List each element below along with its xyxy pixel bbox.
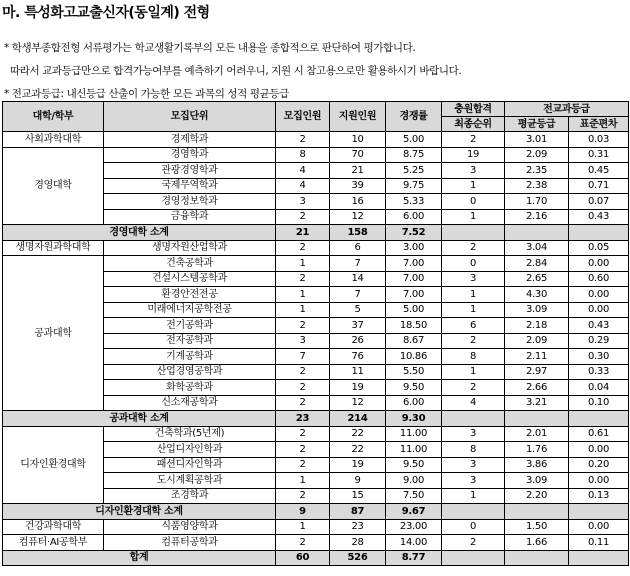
quota-cell: 2 <box>276 364 330 380</box>
avg-cell: 1.50 <box>505 519 569 535</box>
subtotal-row <box>3 225 629 241</box>
quota-cell: 2 <box>276 535 330 551</box>
ratio-cell: 11.00 <box>386 442 442 458</box>
unit-cell: 컴퓨터공학과 <box>104 535 276 551</box>
unit-cell: 화학공학과 <box>104 380 276 396</box>
avg-cell <box>505 225 569 241</box>
applicants-cell: 7 <box>330 287 386 303</box>
applicants-cell: 10 <box>330 132 386 148</box>
rank-cell: 2 <box>442 240 505 256</box>
std-cell: 0.00 <box>569 287 629 303</box>
avg-cell <box>505 411 569 427</box>
applicants-cell: 21 <box>330 163 386 179</box>
rank-cell: 2 <box>442 380 505 396</box>
unit-cell: 건축공학과 <box>104 256 276 272</box>
subtotal-label: 공과대학 소계 <box>3 411 276 427</box>
unit-cell: 경영정보학과 <box>104 194 276 210</box>
avg-cell: 3.09 <box>505 302 569 318</box>
table-row <box>3 535 629 551</box>
table-row <box>3 256 629 272</box>
std-cell <box>569 225 629 241</box>
header-rank-line2: 최종순위 <box>442 117 505 132</box>
rank-cell: 2 <box>442 535 505 551</box>
avg-cell: 3.09 <box>505 473 569 489</box>
avg-cell <box>505 550 569 566</box>
unit-cell: 미래에너지공학전공 <box>104 302 276 318</box>
avg-cell: 3.86 <box>505 457 569 473</box>
unit-cell: 관광경영학과 <box>104 163 276 179</box>
unit-cell: 패션디자인학과 <box>104 457 276 473</box>
header-rank-line1: 충원합격 <box>442 102 505 117</box>
college-cell: 공과대학 <box>3 256 104 411</box>
rank-cell: 8 <box>442 349 505 365</box>
ratio-cell: 9.75 <box>386 178 442 194</box>
table-row <box>3 426 629 442</box>
applicants-cell: 19 <box>330 457 386 473</box>
std-cell <box>569 504 629 520</box>
rank-cell: 3 <box>442 473 505 489</box>
ratio-cell: 5.50 <box>386 364 442 380</box>
avg-cell: 1.66 <box>505 535 569 551</box>
quota-cell: 2 <box>276 318 330 334</box>
ratio-cell: 9.50 <box>386 380 442 396</box>
quota-cell: 1 <box>276 256 330 272</box>
rank-cell: 1 <box>442 209 505 225</box>
quota-cell: 4 <box>276 178 330 194</box>
unit-cell: 식품영양학과 <box>104 519 276 535</box>
std-cell: 0.13 <box>569 488 629 504</box>
header-college: 대학/학부 <box>3 102 104 132</box>
avg-cell: 2.11 <box>505 349 569 365</box>
rank-cell: 3 <box>442 426 505 442</box>
std-cell: 0.30 <box>569 349 629 365</box>
quota-cell: 2 <box>276 457 330 473</box>
applicants-cell: 87 <box>330 504 386 520</box>
avg-cell: 1.76 <box>505 442 569 458</box>
header-grade-group: 전교과등급 <box>505 102 629 117</box>
quota-cell: 4 <box>276 163 330 179</box>
avg-cell <box>505 504 569 520</box>
avg-cell: 3.01 <box>505 132 569 148</box>
avg-cell: 3.04 <box>505 240 569 256</box>
std-cell: 0.03 <box>569 132 629 148</box>
college-cell: 사회과학대학 <box>3 132 104 148</box>
std-cell: 0.04 <box>569 380 629 396</box>
applicants-cell: 6 <box>330 240 386 256</box>
quota-cell: 3 <box>276 333 330 349</box>
unit-cell: 전자공학과 <box>104 333 276 349</box>
std-cell: 0.00 <box>569 519 629 535</box>
std-cell: 0.43 <box>569 318 629 334</box>
header-unit: 모집단위 <box>104 102 276 132</box>
ratio-cell: 5.00 <box>386 302 442 318</box>
total-row <box>3 550 629 566</box>
unit-cell: 전기공학과 <box>104 318 276 334</box>
table-row <box>3 240 629 256</box>
header-ratio: 경쟁률 <box>386 102 442 132</box>
header-avg-grade: 평균등급 <box>505 117 569 132</box>
page-title: 마. 특성화고교출신자(동일계) 전형 <box>2 5 210 21</box>
unit-cell: 산업디자인학과 <box>104 442 276 458</box>
std-cell: 0.05 <box>569 240 629 256</box>
quota-cell: 9 <box>276 504 330 520</box>
ratio-cell: 7.50 <box>386 488 442 504</box>
quota-cell: 2 <box>276 271 330 287</box>
quota-cell: 2 <box>276 380 330 396</box>
ratio-cell: 5.00 <box>386 132 442 148</box>
avg-cell: 2.01 <box>505 426 569 442</box>
unit-cell: 신소재공학과 <box>104 395 276 411</box>
total-label: 합계 <box>3 550 276 566</box>
applicants-cell: 23 <box>330 519 386 535</box>
applicants-cell: 28 <box>330 535 386 551</box>
subtotal-label: 디자인환경대학 소계 <box>3 504 276 520</box>
college-cell: 디자인환경대학 <box>3 426 104 504</box>
unit-cell: 건축학과(5년제) <box>104 426 276 442</box>
std-cell: 0.61 <box>569 426 629 442</box>
applicants-cell: 16 <box>330 194 386 210</box>
rank-cell <box>442 504 505 520</box>
ratio-cell: 8.77 <box>386 550 442 566</box>
quota-cell: 2 <box>276 488 330 504</box>
ratio-cell: 9.50 <box>386 457 442 473</box>
rank-cell: 4 <box>442 395 505 411</box>
subtotal-row <box>3 411 629 427</box>
avg-cell: 2.20 <box>505 488 569 504</box>
unit-cell: 건설시스템공학과 <box>104 271 276 287</box>
rank-cell <box>442 411 505 427</box>
rank-cell: 0 <box>442 519 505 535</box>
avg-cell: 2.97 <box>505 364 569 380</box>
rank-cell: 0 <box>442 194 505 210</box>
applicants-cell: 14 <box>330 271 386 287</box>
avg-cell: 2.16 <box>505 209 569 225</box>
applicants-cell: 11 <box>330 364 386 380</box>
applicants-cell: 70 <box>330 147 386 163</box>
quota-cell: 2 <box>276 209 330 225</box>
ratio-cell: 14.00 <box>386 535 442 551</box>
std-cell <box>569 411 629 427</box>
applicants-cell: 76 <box>330 349 386 365</box>
ratio-cell: 18.50 <box>386 318 442 334</box>
avg-cell: 2.09 <box>505 333 569 349</box>
note-grade-definition: * 전교과등급: 내신등급 산출이 가능한 모든 과목의 성적 평균등급 <box>4 88 289 100</box>
quota-cell: 7 <box>276 349 330 365</box>
std-cell: 0.11 <box>569 535 629 551</box>
std-cell: 0.10 <box>569 395 629 411</box>
avg-cell: 3.21 <box>505 395 569 411</box>
applicants-cell: 7 <box>330 256 386 272</box>
subtotal-label: 경영대학 소계 <box>3 225 276 241</box>
rank-cell: 0 <box>442 256 505 272</box>
applicants-cell: 526 <box>330 550 386 566</box>
quota-cell: 2 <box>276 395 330 411</box>
rank-cell: 1 <box>442 488 505 504</box>
rank-cell: 2 <box>442 132 505 148</box>
college-cell: 건강과학대학 <box>3 519 104 535</box>
quota-cell: 23 <box>276 411 330 427</box>
applicants-cell: 15 <box>330 488 386 504</box>
std-cell: 0.43 <box>569 209 629 225</box>
quota-cell: 2 <box>276 132 330 148</box>
unit-cell: 도시계획공학과 <box>104 473 276 489</box>
rank-cell: 8 <box>442 442 505 458</box>
rank-cell: 3 <box>442 457 505 473</box>
ratio-cell: 7.52 <box>386 225 442 241</box>
std-cell: 0.00 <box>569 302 629 318</box>
applicants-cell: 37 <box>330 318 386 334</box>
rank-cell: 2 <box>442 333 505 349</box>
unit-cell: 환경안전전공 <box>104 287 276 303</box>
std-cell: 0.31 <box>569 147 629 163</box>
quota-cell: 3 <box>276 194 330 210</box>
note-reference: 따라서 교과등급만으로 합격가능여부를 예측하기 어려우니, 지원 시 참고용으로만 활용하시기 바랍니다. <box>10 65 462 77</box>
quota-cell: 1 <box>276 519 330 535</box>
rank-cell: 3 <box>442 163 505 179</box>
quota-cell: 1 <box>276 473 330 489</box>
std-cell: 0.29 <box>569 333 629 349</box>
ratio-cell: 6.00 <box>386 395 442 411</box>
std-cell: 0.00 <box>569 473 629 489</box>
unit-cell: 산업경영공학과 <box>104 364 276 380</box>
ratio-cell: 7.00 <box>386 256 442 272</box>
ratio-cell: 5.33 <box>386 194 442 210</box>
quota-cell: 2 <box>276 442 330 458</box>
ratio-cell: 5.25 <box>386 163 442 179</box>
applicants-cell: 22 <box>330 426 386 442</box>
applicants-cell: 19 <box>330 380 386 396</box>
subtotal-row <box>3 504 629 520</box>
applicants-cell: 12 <box>330 209 386 225</box>
table-row <box>3 132 629 148</box>
avg-cell: 2.09 <box>505 147 569 163</box>
avg-cell: 2.84 <box>505 256 569 272</box>
note-evaluation: * 학생부종합전형 서류평가는 학교생활기록부의 모든 내용을 종합적으로 판단하여 평가합니다. <box>4 42 416 54</box>
unit-cell: 국제무역학과 <box>104 178 276 194</box>
unit-cell: 금융학과 <box>104 209 276 225</box>
admission-results-table <box>2 101 629 566</box>
applicants-cell: 9 <box>330 473 386 489</box>
quota-cell: 21 <box>276 225 330 241</box>
rank-cell: 1 <box>442 364 505 380</box>
rank-cell: 1 <box>442 302 505 318</box>
unit-cell: 경제학과 <box>104 132 276 148</box>
applicants-cell: 12 <box>330 395 386 411</box>
ratio-cell: 9.30 <box>386 411 442 427</box>
applicants-cell: 214 <box>330 411 386 427</box>
std-cell: 0.45 <box>569 163 629 179</box>
college-cell: 컴퓨터·AI공학부 <box>3 535 104 551</box>
quota-cell: 1 <box>276 287 330 303</box>
std-cell: 0.60 <box>569 271 629 287</box>
unit-cell: 기계공학과 <box>104 349 276 365</box>
std-cell: 0.07 <box>569 194 629 210</box>
table-row <box>3 147 629 163</box>
avg-cell: 2.65 <box>505 271 569 287</box>
quota-cell: 60 <box>276 550 330 566</box>
ratio-cell: 9.00 <box>386 473 442 489</box>
std-cell: 0.00 <box>569 442 629 458</box>
ratio-cell: 8.75 <box>386 147 442 163</box>
table-header-row <box>3 102 629 117</box>
unit-cell: 생명자원산업학과 <box>104 240 276 256</box>
std-cell: 0.20 <box>569 457 629 473</box>
ratio-cell: 7.00 <box>386 271 442 287</box>
ratio-cell: 6.00 <box>386 209 442 225</box>
ratio-cell: 11.00 <box>386 426 442 442</box>
applicants-cell: 22 <box>330 442 386 458</box>
rank-cell: 1 <box>442 287 505 303</box>
applicants-cell: 5 <box>330 302 386 318</box>
header-std-dev: 표준편차 <box>569 117 629 132</box>
unit-cell: 경영학과 <box>104 147 276 163</box>
quota-cell: 2 <box>276 240 330 256</box>
table-row <box>3 519 629 535</box>
rank-cell <box>442 550 505 566</box>
ratio-cell: 10.86 <box>386 349 442 365</box>
applicants-cell: 158 <box>330 225 386 241</box>
header-quota: 모집인원 <box>276 102 330 132</box>
rank-cell: 3 <box>442 271 505 287</box>
ratio-cell: 8.67 <box>386 333 442 349</box>
applicants-cell: 26 <box>330 333 386 349</box>
ratio-cell: 9.67 <box>386 504 442 520</box>
avg-cell: 2.66 <box>505 380 569 396</box>
quota-cell: 1 <box>276 302 330 318</box>
std-cell: 0.33 <box>569 364 629 380</box>
college-cell: 생명자원과학대학 <box>3 240 104 256</box>
std-cell: 0.71 <box>569 178 629 194</box>
header-applicants: 지원인원 <box>330 102 386 132</box>
quota-cell: 2 <box>276 426 330 442</box>
rank-cell: 19 <box>442 147 505 163</box>
college-cell: 경영대학 <box>3 147 104 225</box>
applicants-cell: 39 <box>330 178 386 194</box>
std-cell <box>569 550 629 566</box>
rank-cell: 6 <box>442 318 505 334</box>
quota-cell: 8 <box>276 147 330 163</box>
avg-cell: 1.70 <box>505 194 569 210</box>
avg-cell: 2.18 <box>505 318 569 334</box>
unit-cell: 조경학과 <box>104 488 276 504</box>
ratio-cell: 7.00 <box>386 287 442 303</box>
ratio-cell: 23.00 <box>386 519 442 535</box>
avg-cell: 2.38 <box>505 178 569 194</box>
rank-cell: 1 <box>442 178 505 194</box>
avg-cell: 4.30 <box>505 287 569 303</box>
std-cell: 0.00 <box>569 256 629 272</box>
avg-cell: 2.35 <box>505 163 569 179</box>
ratio-cell: 3.00 <box>386 240 442 256</box>
rank-cell <box>442 225 505 241</box>
